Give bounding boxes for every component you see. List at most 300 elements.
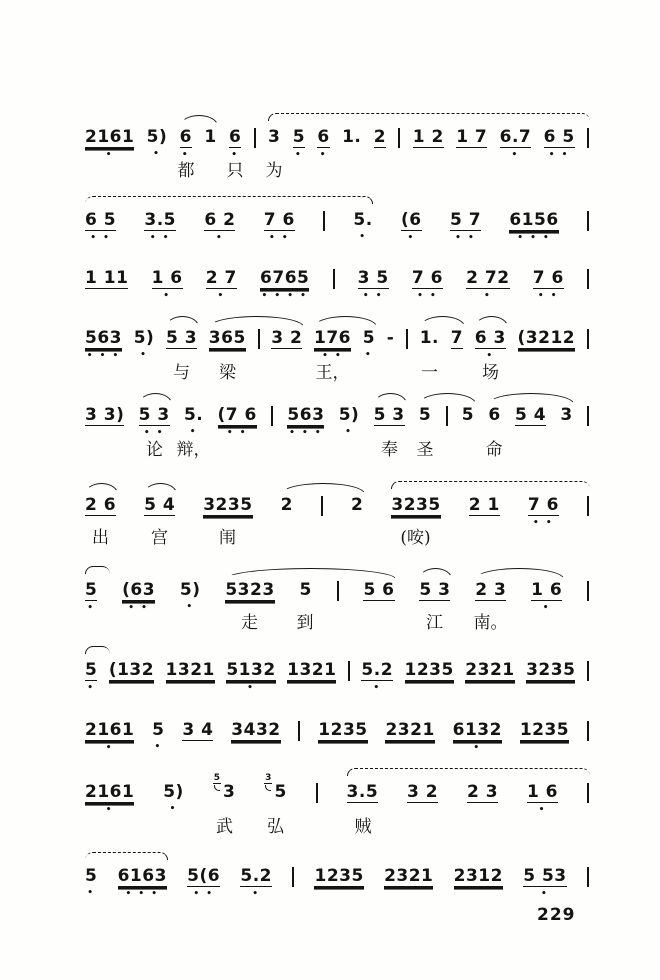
- note-digits: 2 6: [85, 495, 117, 515]
- note-digits: 6163: [117, 866, 167, 886]
- note-column: [407, 782, 438, 807]
- notation-cell: [509, 210, 558, 241]
- notation-cell: [166, 328, 197, 353]
- notation-cell: [85, 405, 124, 430]
- notation-system: [85, 127, 589, 181]
- barline: [321, 496, 323, 516]
- note-digits: 1.: [419, 328, 439, 348]
- octave-dots: • •: [149, 233, 171, 243]
- note-digits: 5 3: [419, 580, 451, 600]
- notation-system: [85, 268, 589, 299]
- note-column: [271, 328, 302, 353]
- note-digits: 7 6: [411, 268, 443, 288]
- notation-cell: [374, 127, 386, 152]
- note-column: [152, 268, 183, 299]
- notation-cell: [351, 495, 363, 519]
- slur-arc: [225, 568, 396, 579]
- lyric-text: 辩，: [176, 440, 211, 460]
- note-column: [184, 405, 203, 435]
- octave-dots: • •: [268, 233, 290, 243]
- notation-cell: [85, 127, 134, 158]
- slur-arc: [268, 113, 590, 121]
- barline: [254, 128, 256, 148]
- note-column: [385, 720, 434, 745]
- note-digits: 5 4: [144, 495, 176, 515]
- note-digits: 3235: [526, 660, 576, 680]
- note-column: [451, 328, 463, 353]
- note-column: [85, 782, 134, 813]
- slur-arc: [419, 393, 476, 404]
- note-column: [139, 405, 170, 436]
- note-column: [231, 720, 280, 745]
- notation-cell: [203, 495, 252, 520]
- note-digits: 6132: [452, 720, 502, 740]
- notation-cell: [533, 268, 564, 299]
- notation-cell: [347, 782, 379, 807]
- note-column: [515, 405, 546, 430]
- slur-arc: [139, 393, 172, 404]
- octave-dots: • •: [128, 603, 149, 613]
- lyric-text: 走: [241, 613, 258, 633]
- octave-dots: •: [373, 683, 382, 693]
- note-digits: 2321: [385, 720, 435, 740]
- note-column: [387, 328, 395, 352]
- notation-system: [85, 720, 589, 751]
- note-digits: 1321: [287, 660, 337, 680]
- notation-cell: [488, 405, 500, 429]
- slur-arc: [419, 568, 452, 579]
- notation-cell: [518, 328, 576, 353]
- slur-arc: [420, 316, 465, 327]
- barline: [323, 211, 325, 231]
- octave-dots: •: [189, 427, 198, 437]
- notation-cell: [144, 210, 176, 241]
- note-digits: 6: [317, 127, 330, 147]
- notation-cell: [180, 127, 192, 158]
- note-digits: 6: [179, 127, 192, 147]
- lyric-text: 江: [426, 613, 443, 633]
- note-digits: 3235: [391, 495, 441, 515]
- note-column: [180, 580, 201, 610]
- note-digits: 1 6: [526, 782, 559, 802]
- note-column: [466, 268, 509, 299]
- note-column: [182, 720, 213, 745]
- notation-cell: [342, 127, 361, 151]
- notation-cell: [204, 127, 216, 151]
- note-digits: 6: [229, 127, 242, 147]
- note-digits: 3: [268, 127, 281, 147]
- lyric-text: 论: [146, 440, 163, 460]
- notation-cell: [453, 720, 502, 751]
- notation-cell: [109, 660, 154, 685]
- grace-note-number: 3: [265, 773, 272, 783]
- note-digits: 5: [299, 580, 312, 600]
- grace-note: [213, 774, 221, 791]
- note-digits: 563: [287, 405, 325, 425]
- note-column: [147, 127, 168, 157]
- notation-cell: [314, 328, 351, 359]
- note-digits: 2: [373, 127, 387, 147]
- lyric-text: 闱: [219, 528, 236, 548]
- notation-cell: [264, 210, 295, 241]
- octave-dots: •: [511, 150, 520, 160]
- note-column: [523, 866, 566, 897]
- note-column: [299, 580, 311, 604]
- slur-arc: [85, 483, 118, 494]
- notation-cell: [456, 127, 487, 152]
- notation-cell: [363, 328, 375, 358]
- note-digits: 5: [85, 660, 98, 680]
- notation-cell: [85, 782, 134, 813]
- note-digits: 3432: [231, 720, 281, 740]
- lyric-text: 圣: [416, 440, 434, 460]
- octave-dots: •: [295, 150, 303, 160]
- barline: [587, 406, 589, 426]
- octave-dots: •: [542, 603, 551, 613]
- notation-cell: [152, 268, 183, 299]
- note-digits: 3 4: [182, 720, 214, 740]
- note-column: [225, 580, 274, 605]
- lyric-text: 奉: [381, 440, 398, 460]
- note-digits: 1 11: [85, 268, 129, 288]
- note-digits: 5323: [225, 580, 275, 600]
- note-digits: (63: [122, 580, 156, 600]
- note-column: [527, 782, 558, 813]
- notation-cell: [531, 580, 562, 611]
- note-column: [456, 127, 487, 152]
- note-column: [533, 268, 564, 299]
- octave-dots: •: [105, 805, 114, 815]
- notation-cell: [387, 328, 395, 352]
- note-column: [488, 405, 500, 429]
- octave-dots: • •: [362, 291, 384, 301]
- note-column: [374, 405, 405, 430]
- octave-dots: • •: [417, 291, 438, 301]
- note-digits: 6156: [509, 210, 559, 230]
- note-column: [467, 782, 498, 807]
- note-column: [363, 580, 394, 605]
- note-column: [318, 720, 367, 745]
- slur-arc: [314, 316, 377, 327]
- slur-arc: [475, 568, 564, 579]
- slur-arc: [85, 196, 373, 204]
- notation-cell: [363, 580, 394, 605]
- note-column: [85, 268, 128, 293]
- note-column: [475, 328, 506, 359]
- note-digits: 1235: [318, 720, 368, 740]
- note-column: [287, 660, 336, 685]
- note-digits: 3: [222, 782, 236, 802]
- note-digits: -: [386, 328, 395, 348]
- note-digits: 5): [146, 127, 168, 147]
- barline: [348, 661, 350, 681]
- octave-dots: •: [319, 150, 328, 160]
- barline: [271, 406, 273, 426]
- note-column: [475, 580, 506, 605]
- notation-cell: [184, 405, 203, 435]
- notation-cell: [358, 268, 389, 299]
- barline: [292, 867, 294, 887]
- note-digits: 6 3: [474, 328, 506, 348]
- notation-cell: [147, 127, 168, 157]
- note-digits: (7 6: [217, 405, 257, 425]
- note-digits: 1321: [165, 660, 215, 680]
- note-digits: 5): [163, 782, 184, 802]
- note-column: [509, 210, 558, 241]
- note-column: [420, 328, 439, 352]
- octave-dots: • • •: [86, 351, 121, 361]
- lyric-text: 宫: [151, 528, 168, 548]
- lyric-text: 梁: [219, 363, 236, 383]
- notation-system: [85, 660, 589, 691]
- note-column: [122, 580, 155, 611]
- barline: [406, 329, 408, 349]
- barline: [587, 329, 589, 349]
- notation-cell: [523, 866, 566, 897]
- notation-cell: [225, 580, 274, 605]
- slide-ornament-icon: [214, 785, 220, 791]
- note-digits: 1 6: [531, 580, 563, 600]
- octave-dots: • •: [537, 291, 559, 301]
- slur-arc: [374, 393, 407, 404]
- note-digits: 2 72: [466, 268, 510, 288]
- page-number: 229: [537, 905, 576, 925]
- notation-cell: [527, 782, 558, 813]
- slur-arc: [166, 316, 199, 327]
- octave-dots: •: [364, 350, 373, 360]
- note-digits: 5: [85, 866, 98, 886]
- barline: [587, 867, 589, 887]
- notation-cell: [560, 405, 572, 429]
- notation-cell: [85, 660, 97, 691]
- note-digits: 6765: [260, 268, 310, 288]
- octave-dots: •: [407, 233, 416, 243]
- octave-dots: •: [105, 743, 114, 753]
- lyric-text: 命: [485, 440, 503, 460]
- note-digits: 3235: [203, 495, 253, 515]
- note-column: [109, 660, 154, 685]
- octave-dots: • •: [322, 351, 343, 361]
- notation-cell: [466, 268, 509, 299]
- notation-cell: [118, 866, 167, 897]
- note-column: [317, 127, 329, 158]
- note-column: [419, 405, 431, 429]
- note-column: [85, 580, 97, 611]
- barline: [587, 211, 589, 231]
- note-column: [223, 782, 235, 806]
- notation-cell: [240, 866, 272, 897]
- note-column: [450, 210, 481, 241]
- notation-cell: [467, 782, 498, 807]
- note-column: [260, 268, 309, 299]
- notation-cell: [287, 660, 336, 685]
- note-digits: 3 2: [407, 782, 439, 802]
- note-digits: 3: [560, 405, 573, 425]
- note-digits: 5: [292, 127, 306, 147]
- octave-dots: •: [486, 351, 495, 361]
- note-digits: 2: [280, 495, 293, 515]
- note-digits: 2 3: [466, 782, 499, 802]
- notation-cell: [144, 495, 175, 520]
- note-digits: 2161: [85, 720, 135, 740]
- note-column: [520, 720, 569, 745]
- note-column: [85, 328, 122, 359]
- notation-cell: [384, 866, 433, 891]
- octave-dots: •: [169, 804, 178, 814]
- note-column: [314, 328, 351, 359]
- note-digits: 5: [362, 328, 376, 348]
- note-digits: 6 5: [543, 127, 575, 147]
- slur-arc: [85, 852, 168, 860]
- octave-dots: •: [473, 743, 482, 753]
- notation-cell: [500, 127, 532, 158]
- octave-dots: • •: [143, 428, 165, 438]
- note-column: [314, 866, 363, 891]
- octave-dots: • •: [226, 428, 248, 438]
- notation-system: [85, 210, 589, 241]
- lyric-text: 只: [226, 161, 244, 181]
- note-digits: 176: [313, 328, 351, 348]
- note-column: [351, 495, 363, 519]
- octave-dots: •: [154, 742, 163, 752]
- note-column: [465, 660, 514, 685]
- note-column: [531, 580, 562, 611]
- octave-dots: •: [87, 603, 96, 613]
- note-digits: 5: [85, 580, 98, 600]
- note-column: [264, 210, 295, 241]
- octave-dots: • •: [90, 233, 111, 243]
- note-digits: 1 2: [412, 127, 444, 147]
- notation-cell: [180, 580, 201, 610]
- notation-cell: [122, 580, 155, 611]
- note-digits: 2321: [384, 866, 434, 886]
- note-digits: 7: [450, 328, 464, 348]
- note-digits: 3 5: [357, 268, 389, 288]
- notation-system: [85, 773, 589, 837]
- note-column: [405, 660, 454, 685]
- octave-dots: • •: [548, 150, 570, 160]
- octave-dots: •: [247, 683, 255, 693]
- octave-dots: •: [186, 602, 195, 612]
- lyric-text: 都: [177, 161, 195, 181]
- note-column: [203, 495, 252, 520]
- octave-dots: •: [181, 150, 190, 160]
- notation-cell: [420, 328, 439, 352]
- notation-system: [85, 405, 589, 460]
- note-column: [347, 782, 379, 807]
- notation-cell: [182, 720, 213, 745]
- notation-cell: [264, 773, 287, 806]
- note-column: [166, 328, 197, 353]
- note-digits: 5 53: [523, 866, 567, 886]
- note-digits: 5 7: [449, 210, 482, 230]
- octave-dots: • •: [455, 233, 476, 243]
- note-column: [384, 866, 433, 891]
- octave-dots: •: [87, 888, 96, 898]
- octave-dots: •: [231, 150, 240, 160]
- notation-cell: [475, 328, 506, 359]
- note-digits: 6.7: [499, 127, 532, 147]
- note-column: [118, 866, 167, 897]
- note-column: [85, 720, 134, 751]
- note-column: [218, 405, 257, 436]
- notation-cell: [451, 328, 463, 353]
- note-digits: 5: [461, 405, 475, 425]
- notation-cell: [260, 268, 309, 299]
- note-digits: 5: [418, 405, 432, 425]
- note-digits: 1235: [314, 866, 364, 886]
- lyric-text: 王，: [315, 363, 350, 383]
- note-digits: 6: [488, 405, 501, 425]
- octave-dots: •: [359, 232, 367, 242]
- notation-cell: [353, 210, 372, 240]
- note-column: [361, 660, 393, 691]
- lyric-text: 到: [296, 613, 314, 633]
- note-digits: 7 6: [532, 268, 564, 288]
- note-column: [204, 210, 235, 241]
- lyric-text: 贼: [354, 817, 372, 837]
- note-digits: 5 6: [363, 580, 395, 600]
- notation-cell: [206, 268, 237, 299]
- octave-dots: •: [345, 427, 353, 437]
- note-column: [180, 127, 192, 158]
- note-column: [518, 328, 576, 353]
- note-digits: 2 3: [475, 580, 507, 600]
- note-digits: 5.2: [240, 866, 272, 886]
- note-column: [412, 268, 443, 299]
- note-digits: 2321: [465, 660, 515, 680]
- note-column: [462, 405, 474, 429]
- notation-cell: [139, 405, 170, 436]
- note-digits: 1: [204, 127, 217, 147]
- notation-cell: [209, 328, 246, 353]
- octave-dots: • • •: [289, 428, 323, 438]
- grace-note: [264, 774, 272, 791]
- slur-arc: [85, 646, 110, 654]
- notation-cell: [281, 495, 293, 519]
- note-column: [287, 405, 324, 436]
- note-digits: 1235: [404, 660, 454, 680]
- notation-cell: [226, 660, 275, 691]
- notation-system: [85, 328, 589, 383]
- note-digits: 5 3: [138, 405, 170, 425]
- octave-dots: • • • •: [261, 291, 308, 301]
- note-digits: 2312: [453, 866, 503, 886]
- note-digits: 6 2: [204, 210, 236, 230]
- note-digits: 1.: [342, 127, 362, 147]
- barline: [258, 329, 260, 349]
- note-digits: 1235: [519, 720, 570, 740]
- barline: [337, 581, 339, 601]
- barline: [587, 661, 589, 681]
- note-column: [544, 127, 575, 158]
- slur-arc: [391, 481, 590, 489]
- notation-cell: [134, 328, 155, 358]
- octave-dots: • •: [533, 518, 554, 528]
- note-column: [85, 127, 134, 158]
- note-digits: 5): [179, 580, 201, 600]
- note-digits: 5.2: [361, 660, 394, 680]
- note-column: [453, 720, 502, 751]
- note-column: [206, 268, 237, 299]
- note-column: [144, 210, 176, 241]
- note-column: [281, 495, 293, 519]
- barline: [587, 269, 589, 289]
- note-column: [469, 495, 500, 520]
- octave-dots: • •: [193, 889, 214, 899]
- note-column: [353, 210, 372, 240]
- notation-cell: [374, 405, 405, 430]
